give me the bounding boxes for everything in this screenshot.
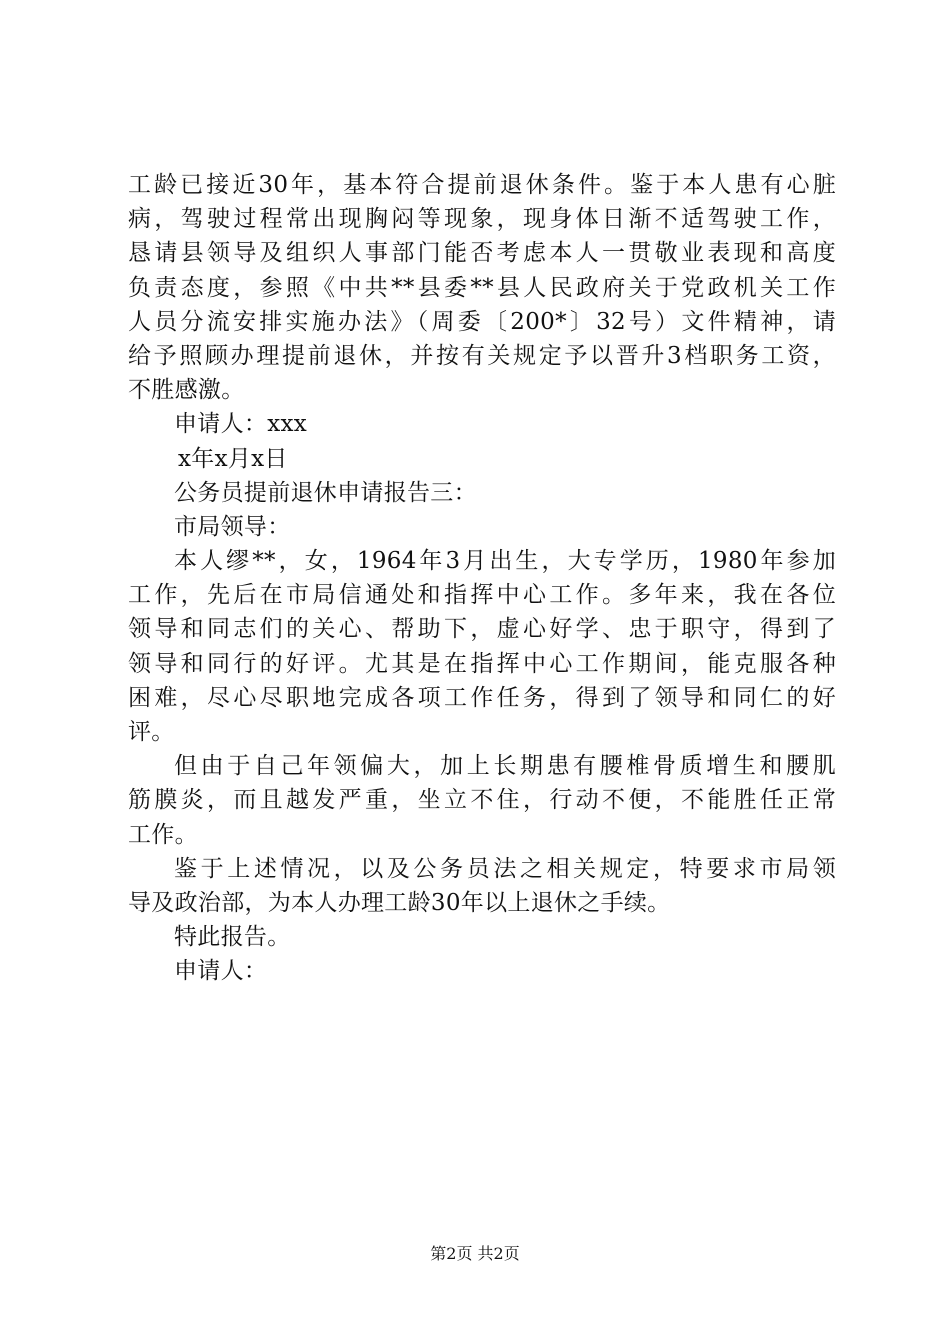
text-line: 人员分流安排实施办法》（周委〔200*〕32号）文件精神，请 (128, 308, 836, 335)
text-line: 评。 (128, 719, 175, 745)
closing-line: 特此报告。 (174, 924, 291, 951)
text-line: 工龄已接近30年，基本符合提前退休条件。鉴于本人患有心脏 (128, 172, 836, 198)
text-line: 领导和同志们的关心、帮助下，虚心好学、忠于职守，得到了 (128, 616, 836, 643)
document-body (128, 168, 836, 989)
date-line: x年x月x日 (178, 445, 288, 472)
applicant-line: 申请人：xxx (174, 411, 308, 438)
text-line: 筋膜炎，而且越发严重，坐立不住，行动不便，不能胜任正常 (128, 787, 836, 814)
page-footer: 第2页 共2页 (430, 1244, 520, 1263)
text-line: 恳请县领导及组织人事部门能否考虑本人一贯敬业表现和高度 (128, 240, 836, 267)
text-line: 负责态度，参照《中共**县委**县人民政府关于党政机关工作 (128, 274, 836, 301)
text-line: 不胜感激。 (128, 377, 245, 404)
text-line: 病，驾驶过程常出现胸闷等现象，现身体日渐不适驾驶工作， (128, 206, 836, 233)
text-line: 领导和同行的好评。尤其是在指挥中心工作期间，能克服各种 (128, 650, 836, 677)
text-line: 鉴于上述情况，以及公务员法之相关规定，特要求市局领 (174, 855, 836, 882)
text-line: 本人缪**，女，1964年3月出生，大专学历，1980年参加 (174, 548, 836, 575)
text-line: 导及政治部，为本人办理工龄30年以上退休之手续。 (128, 889, 671, 916)
text-line: 工作，先后在市局信通处和指挥中心工作。多年来，我在各位 (128, 582, 836, 609)
text-line: 给予照顾办理提前退休，并按有关规定予以晋升3档职务工资， (128, 342, 836, 369)
text-line: 工作。 (128, 821, 198, 848)
text-line: 困难，尽心尽职地完成各项工作任务，得到了领导和同仁的好 (128, 684, 836, 711)
text-line: 但由于自己年领偏大，加上长期患有腰椎骨质增生和腰肌 (174, 753, 836, 780)
section-heading: 公务员提前退休申请报告三： (174, 479, 477, 506)
applicant-line: 申请人： (174, 958, 268, 985)
salutation: 市局领导： (174, 513, 291, 540)
